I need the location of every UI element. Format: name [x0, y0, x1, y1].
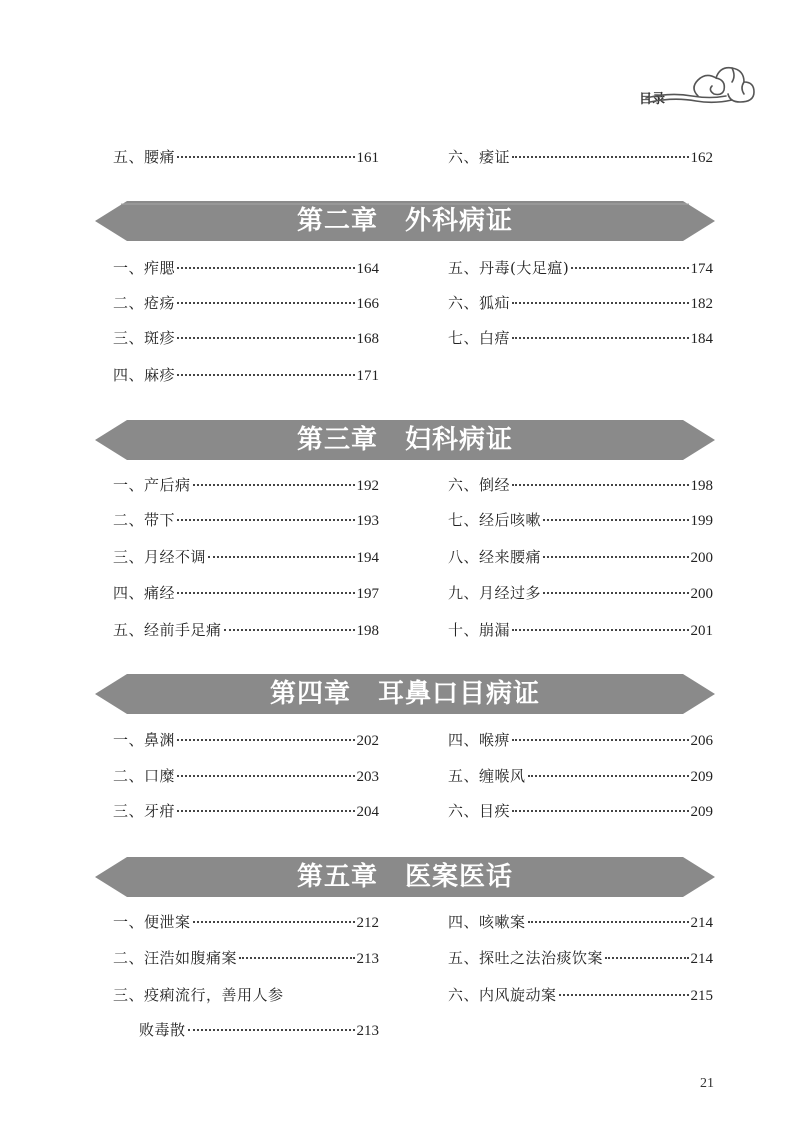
leader-dots	[512, 728, 688, 741]
leader-dots	[177, 508, 354, 521]
toc-entry-label: 七、白痦	[448, 329, 511, 347]
toc-row	[113, 291, 713, 317]
chapter-title: 第五章 医案医话	[296, 862, 513, 892]
leader-dots	[177, 326, 354, 339]
toc-entry-page: 184	[690, 331, 713, 347]
toc-entry-page: 161	[356, 150, 379, 166]
toc-entry[interactable]	[113, 764, 379, 789]
toc-entry-label: 五、经前手足痛	[113, 621, 222, 639]
toc-entry-page: 202	[356, 733, 379, 749]
toc-entry-page: 193	[356, 513, 379, 529]
toc-entry[interactable]	[113, 363, 379, 388]
leader-dots	[512, 618, 688, 631]
leader-dots	[224, 618, 355, 631]
leader-dots	[543, 545, 688, 558]
toc-entry[interactable]	[113, 910, 379, 935]
leader-dots	[177, 799, 354, 812]
toc-entry[interactable]	[113, 545, 379, 570]
toc-entry[interactable]	[448, 326, 713, 351]
toc-entry-page: 199	[690, 513, 713, 529]
toc-entry[interactable]	[448, 799, 713, 824]
toc-row	[113, 508, 713, 534]
toc-row	[113, 581, 713, 607]
toc-entry[interactable]	[113, 256, 379, 281]
toc-row	[113, 326, 713, 352]
toc-entry-page: 201	[690, 623, 713, 639]
toc-entry-label: 一、便泄案	[113, 913, 191, 931]
toc-entry[interactable]	[448, 910, 713, 935]
toc-entry-label: 二、疮疡	[113, 294, 176, 312]
leader-dots	[177, 291, 354, 304]
toc-entry-label: 五、探吐之法治痰饮案	[448, 949, 604, 967]
toc-entry-page: 200	[690, 586, 713, 602]
toc-entry-label: 二、汪浩如腹痛案	[113, 949, 238, 967]
toc-row	[113, 256, 713, 282]
toc-entry[interactable]	[448, 256, 713, 281]
toc-row	[113, 473, 713, 499]
leader-dots	[543, 508, 688, 521]
leader-dots	[188, 1018, 355, 1031]
toc-entry-page: 166	[356, 296, 379, 312]
header-label: 目录	[638, 92, 665, 107]
toc-entry-label: 六、目疾	[448, 802, 511, 820]
leader-dots	[605, 946, 688, 959]
leader-dots	[177, 145, 354, 158]
leader-dots	[208, 545, 354, 558]
toc-entry-label: 六、痿证	[448, 148, 511, 166]
toc-row	[113, 910, 713, 936]
toc-entry[interactable]	[113, 799, 379, 824]
toc-row	[113, 363, 713, 389]
toc-entry-label: 一、产后病	[113, 476, 191, 494]
toc-entry-label: 七、经后咳嗽	[448, 511, 542, 529]
toc-entry-label: 四、痛经	[113, 584, 176, 602]
leader-dots	[239, 946, 354, 959]
toc-entry[interactable]	[448, 291, 713, 316]
page-header	[0, 0, 800, 110]
page-number: 21	[700, 1076, 714, 1091]
chapter-banner	[95, 420, 715, 460]
leader-dots	[571, 256, 688, 269]
toc-entry-page: 213	[356, 951, 379, 967]
toc-entry-label: 十、崩漏	[448, 621, 511, 639]
leader-dots	[528, 910, 689, 923]
chapter-title: 第三章 妇科病证	[296, 425, 513, 455]
toc-entry[interactable]	[113, 946, 379, 971]
toc-entry[interactable]	[113, 145, 379, 170]
toc-entry[interactable]	[113, 1018, 379, 1043]
toc-entry-label: 一、痄腮	[113, 259, 176, 277]
leader-dots	[512, 326, 688, 339]
toc-entry-label: 三、月经不调	[113, 548, 207, 566]
toc-entry-page: 192	[356, 478, 379, 494]
toc-row	[113, 799, 713, 825]
toc-row	[113, 946, 713, 972]
toc-entry-label: 六、内风旋动案	[448, 986, 557, 1004]
toc-entry-label: 八、经来腰痛	[448, 548, 542, 566]
toc-entry-page: 214	[690, 951, 713, 967]
toc-entry-page: 206	[690, 733, 713, 749]
toc-entry-label: 三、斑疹	[113, 329, 176, 347]
leader-dots	[177, 764, 354, 777]
toc-row	[113, 764, 713, 790]
leader-dots	[193, 473, 355, 486]
toc-entry-page: 215	[690, 988, 713, 1004]
toc-entry[interactable]	[448, 581, 713, 606]
toc-entry-page: 200	[690, 550, 713, 566]
toc-entry-label: 六、倒经	[448, 476, 511, 494]
leader-dots	[177, 363, 354, 376]
toc-entry-label: 二、口糜	[113, 767, 176, 785]
leader-dots	[177, 256, 354, 269]
toc-entry[interactable]	[448, 764, 713, 789]
toc-row	[113, 728, 713, 754]
toc-row	[113, 983, 713, 1009]
toc-row	[113, 145, 713, 171]
toc-entry[interactable]	[448, 946, 713, 971]
toc-entry[interactable]	[113, 983, 379, 1007]
toc-entry-page: 164	[356, 261, 379, 277]
toc-entry[interactable]	[113, 728, 379, 753]
toc-row	[113, 1018, 713, 1044]
toc-entry-page: 214	[690, 915, 713, 931]
toc-entry-label: 五、腰痛	[113, 148, 176, 166]
toc-entry[interactable]	[448, 508, 713, 533]
toc-entry[interactable]	[448, 545, 713, 570]
leader-dots	[177, 581, 354, 594]
toc-entry-page: 162	[690, 150, 713, 166]
toc-entry[interactable]	[113, 326, 379, 351]
toc-entry-label: 四、咳嗽案	[448, 913, 526, 931]
toc-entry-label: 六、狐疝	[448, 294, 511, 312]
chapter-title: 第四章 耳鼻口目病证	[269, 679, 540, 709]
toc-entry-page: 197	[356, 586, 379, 602]
toc-entry-page: 198	[690, 478, 713, 494]
leader-dots	[177, 728, 354, 741]
toc-entry-label: 四、麻疹	[113, 366, 176, 384]
toc-entry-page: 174	[690, 261, 713, 277]
toc-entry[interactable]	[113, 508, 379, 533]
leader-dots	[512, 799, 688, 812]
toc-entry[interactable]	[113, 581, 379, 606]
toc-entry-page: 213	[356, 1023, 379, 1039]
toc-row	[113, 545, 713, 571]
leader-dots	[193, 910, 355, 923]
toc-entry[interactable]	[113, 618, 379, 643]
chapter-title: 第二章 外科病证	[296, 206, 513, 236]
toc-entry-page: 182	[690, 296, 713, 312]
leader-dots	[512, 145, 688, 158]
toc-entry[interactable]	[448, 473, 713, 498]
toc-entry[interactable]	[113, 473, 379, 498]
toc-entry-label: 败毒散	[139, 1021, 186, 1039]
toc-entry[interactable]	[113, 291, 379, 316]
leader-dots	[543, 581, 688, 594]
toc-entry-label: 九、月经过多	[448, 584, 542, 602]
toc-entry-label: 五、丹毒(大足瘟)	[448, 259, 570, 277]
toc-entry-page: 203	[356, 769, 379, 785]
chapter-banner	[95, 201, 715, 241]
chapter-banner	[95, 857, 715, 897]
toc-row	[113, 618, 713, 644]
leader-dots	[512, 291, 688, 304]
toc-entry[interactable]	[448, 618, 713, 643]
toc-entry-page: 209	[690, 769, 713, 785]
leader-dots	[559, 983, 689, 996]
toc-entry-page: 209	[690, 804, 713, 820]
toc-entry-label: 三、疫痢流行，善用人参	[113, 986, 284, 1004]
toc-entry-label: 三、牙疳	[113, 802, 176, 820]
toc-entry-page: 168	[356, 331, 379, 347]
toc-entry-page: 171	[356, 368, 379, 384]
toc-entry-label: 二、带下	[113, 511, 176, 529]
toc-entry-page: 194	[356, 550, 379, 566]
toc-entry[interactable]	[448, 728, 713, 753]
toc-entry-page: 198	[356, 623, 379, 639]
toc-entry-label: 五、缠喉风	[448, 767, 526, 785]
toc-entry[interactable]	[448, 983, 713, 1008]
leader-dots	[512, 473, 688, 486]
toc-entry[interactable]	[448, 145, 713, 170]
leader-dots	[528, 764, 689, 777]
toc-entry-page: 212	[356, 915, 379, 931]
cloud-ornament-icon	[640, 52, 760, 112]
chapter-banner	[95, 674, 715, 714]
toc-entry-label: 一、鼻渊	[113, 731, 176, 749]
toc-entry-page: 204	[356, 804, 379, 820]
toc-entry-label: 四、喉痹	[448, 731, 511, 749]
